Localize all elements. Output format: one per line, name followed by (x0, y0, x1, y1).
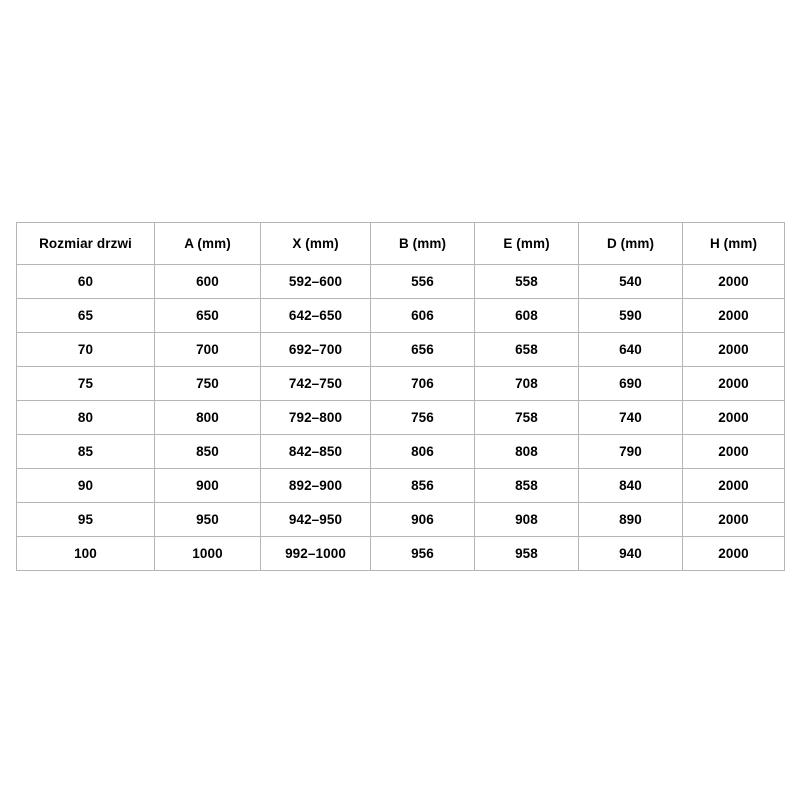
cell-b: 606 (371, 299, 475, 333)
cell-size: 90 (17, 469, 155, 503)
cell-e: 808 (475, 435, 579, 469)
table-body (17, 265, 785, 571)
specification-table-container (16, 222, 784, 571)
cell-h: 2000 (683, 367, 785, 401)
cell-x: 992–1000 (261, 537, 371, 571)
cell-b: 706 (371, 367, 475, 401)
cell-e: 858 (475, 469, 579, 503)
column-header-e: E (mm) (475, 223, 579, 265)
cell-e: 908 (475, 503, 579, 537)
cell-e: 658 (475, 333, 579, 367)
cell-size: 65 (17, 299, 155, 333)
column-header-x: X (mm) (261, 223, 371, 265)
cell-x: 892–900 (261, 469, 371, 503)
cell-e: 708 (475, 367, 579, 401)
cell-a: 700 (155, 333, 261, 367)
cell-e: 608 (475, 299, 579, 333)
cell-h: 2000 (683, 299, 785, 333)
cell-a: 650 (155, 299, 261, 333)
cell-d: 840 (579, 469, 683, 503)
table-row (17, 503, 785, 537)
table-header (17, 223, 785, 265)
cell-size: 60 (17, 265, 155, 299)
table-row (17, 401, 785, 435)
cell-a: 600 (155, 265, 261, 299)
cell-b: 856 (371, 469, 475, 503)
cell-a: 1000 (155, 537, 261, 571)
cell-d: 890 (579, 503, 683, 537)
cell-h: 2000 (683, 503, 785, 537)
table-row (17, 537, 785, 571)
cell-h: 2000 (683, 265, 785, 299)
cell-x: 742–750 (261, 367, 371, 401)
cell-b: 806 (371, 435, 475, 469)
cell-x: 842–850 (261, 435, 371, 469)
column-header-h: H (mm) (683, 223, 785, 265)
cell-a: 950 (155, 503, 261, 537)
table-row (17, 265, 785, 299)
cell-h: 2000 (683, 469, 785, 503)
cell-h: 2000 (683, 333, 785, 367)
cell-size: 80 (17, 401, 155, 435)
table-row (17, 367, 785, 401)
cell-d: 740 (579, 401, 683, 435)
cell-a: 850 (155, 435, 261, 469)
cell-x: 642–650 (261, 299, 371, 333)
cell-e: 958 (475, 537, 579, 571)
cell-b: 656 (371, 333, 475, 367)
cell-size: 95 (17, 503, 155, 537)
cell-x: 592–600 (261, 265, 371, 299)
column-header-a: A (mm) (155, 223, 261, 265)
cell-x: 792–800 (261, 401, 371, 435)
cell-x: 692–700 (261, 333, 371, 367)
cell-b: 956 (371, 537, 475, 571)
cell-d: 940 (579, 537, 683, 571)
cell-b: 906 (371, 503, 475, 537)
cell-h: 2000 (683, 401, 785, 435)
specification-table (16, 222, 785, 571)
cell-d: 590 (579, 299, 683, 333)
cell-d: 690 (579, 367, 683, 401)
cell-e: 758 (475, 401, 579, 435)
table-row (17, 435, 785, 469)
column-header-d: D (mm) (579, 223, 683, 265)
cell-a: 750 (155, 367, 261, 401)
cell-b: 756 (371, 401, 475, 435)
cell-size: 70 (17, 333, 155, 367)
cell-a: 800 (155, 401, 261, 435)
cell-x: 942–950 (261, 503, 371, 537)
column-header-b: B (mm) (371, 223, 475, 265)
cell-size: 100 (17, 537, 155, 571)
cell-d: 790 (579, 435, 683, 469)
cell-size: 85 (17, 435, 155, 469)
cell-h: 2000 (683, 537, 785, 571)
cell-h: 2000 (683, 435, 785, 469)
cell-size: 75 (17, 367, 155, 401)
table-row (17, 469, 785, 503)
table-row (17, 333, 785, 367)
table-row (17, 299, 785, 333)
table-header-row (17, 223, 785, 265)
cell-d: 640 (579, 333, 683, 367)
cell-e: 558 (475, 265, 579, 299)
cell-d: 540 (579, 265, 683, 299)
cell-a: 900 (155, 469, 261, 503)
cell-b: 556 (371, 265, 475, 299)
column-header-rozmiar-drzwi: Rozmiar drzwi (17, 223, 155, 265)
